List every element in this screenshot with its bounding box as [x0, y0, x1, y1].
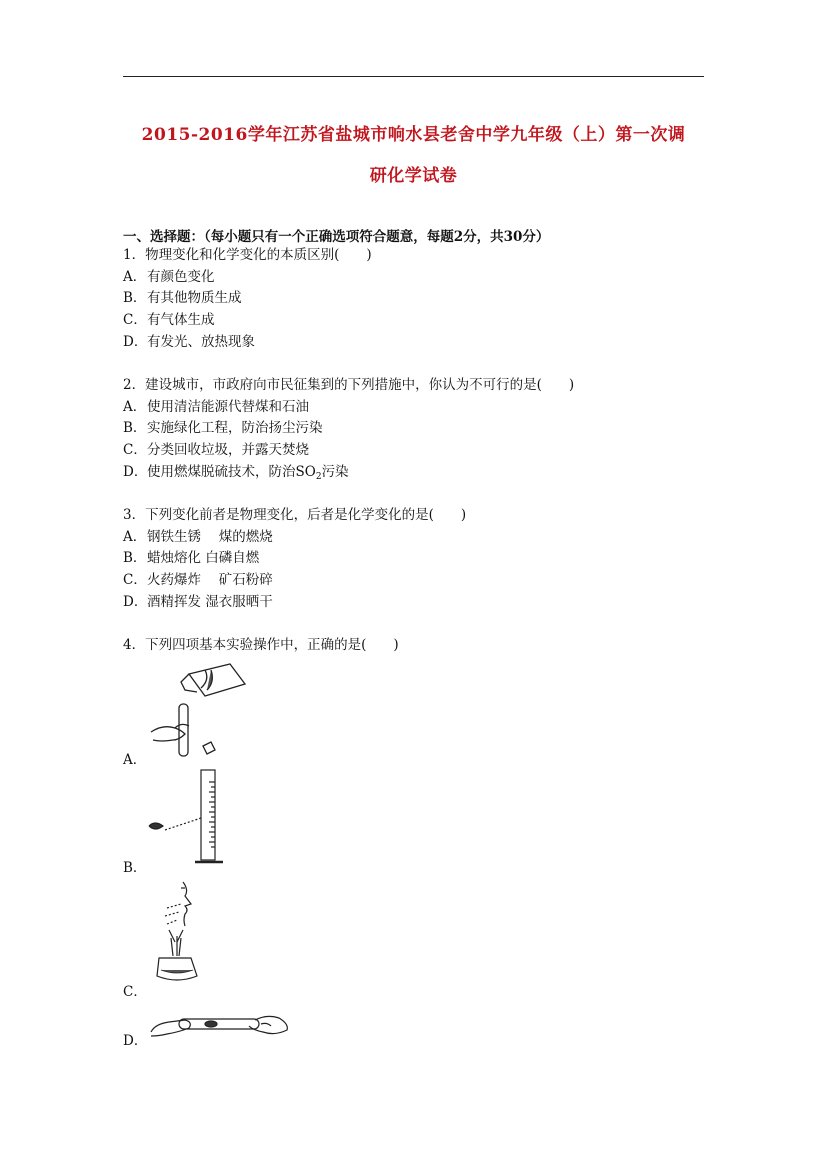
option-a: A．使用清洁能源代替煤和石油 [123, 398, 309, 415]
figure-label-c: C． [123, 984, 147, 1000]
page-title-line-1: 2015-2016学年江苏省盐城市响水县老舍中学九年级（上）第一次调 [141, 125, 686, 145]
question-stem: 1．物理变化和化学变化的本质区别( ) [123, 247, 372, 263]
option-c: C．火药爆炸 矿石粉碎 [123, 572, 273, 589]
figure-graduated-cylinder [145, 768, 245, 868]
question-stem: 2．建设城市，市政府向市民征集到的下列措施中，你认为不可行的是( ) [123, 377, 575, 393]
figure-label-b: B． [123, 860, 147, 876]
option-d: D．使用燃煤脱硫技术，防治$SO_2$污染 [123, 463, 349, 482]
option-a: A．钢铁生锈 煤的燃烧 [123, 528, 273, 545]
figure-pouring-liquid [145, 662, 255, 762]
figure-smelling-gas [145, 880, 225, 995]
question-4 [123, 635, 399, 657]
option-d: D．有发光、放热现象 [123, 333, 255, 350]
option-c: C．有气体生成 [123, 312, 215, 329]
option-c: C．分类回收垃圾，并露天焚烧 [123, 442, 309, 459]
question-stem: 4．下列四项基本实验操作中，正确的是( ) [123, 637, 399, 653]
option-b: B．蜡烛熔化 白磷自燃 [123, 550, 260, 567]
figure-heating-test-tube [145, 1010, 295, 1044]
section-heading: 一、选择题：（每小题只有一个正确选项符合题意，每题2分，共30分） [123, 229, 550, 245]
question-stem: 3．下列变化前者是物理变化，后者是化学变化的是( ) [123, 507, 467, 523]
figure-label-a: A． [123, 752, 147, 768]
page-title-line-2: 研化学试卷 [369, 166, 458, 186]
question-1 [123, 245, 372, 353]
option-b: B．有其他物质生成 [123, 290, 242, 307]
question-2 [123, 375, 574, 483]
question-3 [123, 505, 466, 613]
header-rule [123, 76, 704, 77]
figure-label-d: D． [123, 1033, 148, 1049]
option-d: D．酒精挥发 湿衣服晒干 [123, 593, 273, 610]
option-a: A．有颜色变化 [123, 268, 215, 285]
option-b: B．实施绿化工程，防治扬尘污染 [123, 420, 323, 437]
